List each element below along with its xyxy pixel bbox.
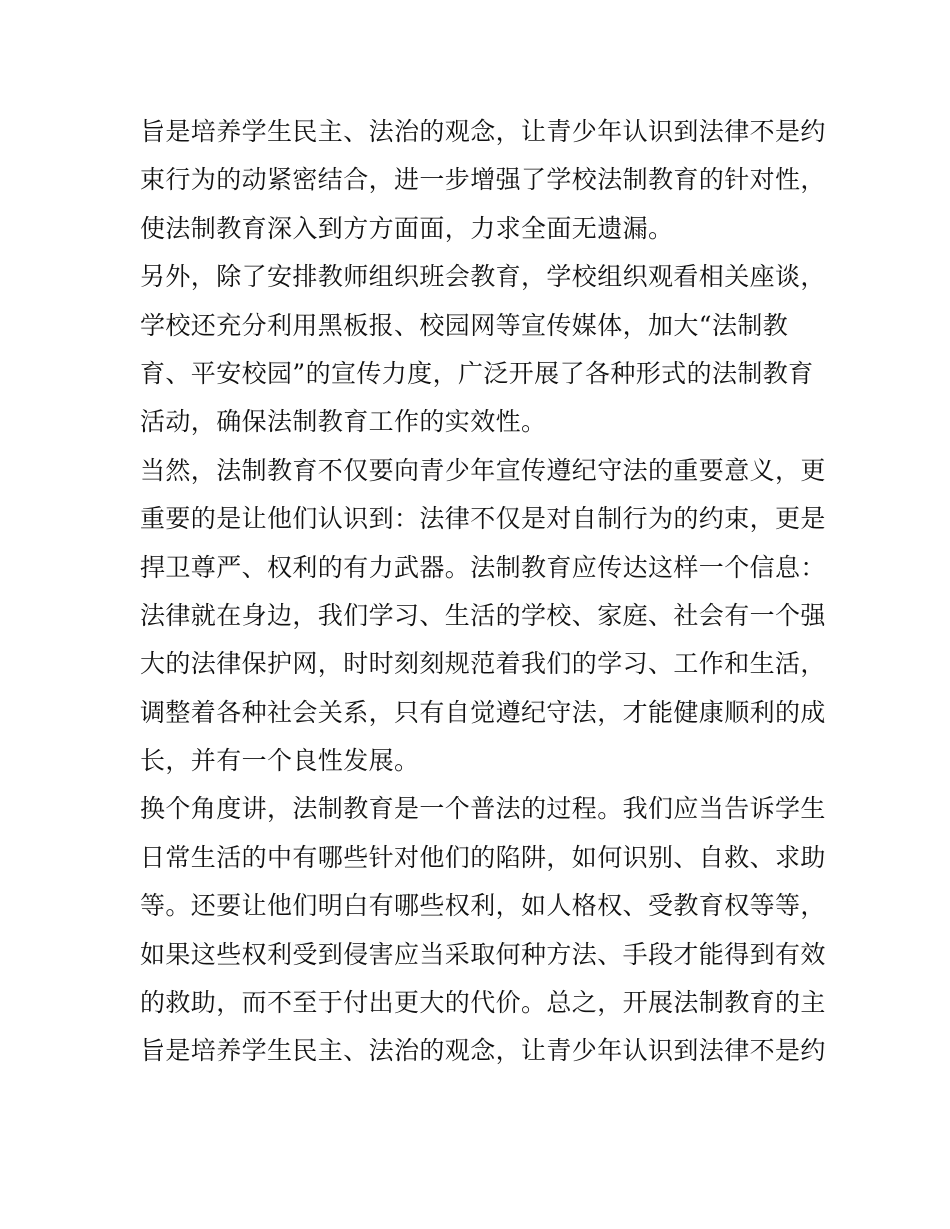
text-line: 旨是培养学生民主、法治的观念，让青少年认识到法律不是约 bbox=[140, 117, 826, 146]
text-line: 等。还要让他们明白有哪些权利，如人格权、受教育权等等， bbox=[140, 891, 826, 921]
text-line: 学校还充分利用黑板报、校园网等宣传媒体，加大“法制教 bbox=[140, 310, 789, 340]
text-line: 如果这些权利受到侵害应当采取何种方法、手段才能得到有效 bbox=[140, 939, 826, 969]
text-line: 使法制教育深入到方方面面，力求全面无遗漏。 bbox=[140, 213, 674, 243]
text-line: 法律就在身边，我们学习、生活的学校、家庭、社会有一个强 bbox=[140, 600, 826, 630]
body-text bbox=[140, 108, 826, 1076]
text-line: 育、平安校园”的宣传力度，广泛开展了各种形式的法制教育 bbox=[140, 358, 814, 388]
text-line: 日常生活的中有哪些针对他们的陷阱，如何识别、自救、求助 bbox=[140, 842, 826, 872]
text-line: 旨是培养学生民主、法治的观念，让青少年认识到法律不是约 bbox=[140, 1036, 826, 1066]
text-line: 重要的是让他们认识到：法律不仅是对自制行为的约束，更是 bbox=[140, 504, 826, 534]
text-line: 换个角度讲，法制教育是一个普法的过程。我们应当告诉学生 bbox=[140, 794, 826, 824]
text-line: 长，并有一个良性发展。 bbox=[140, 746, 420, 776]
text-line: 活动，确保法制教育工作的实效性。 bbox=[140, 407, 547, 437]
text-line: 束行为的动紧密结合，进一步增强了学校法制教育的针对性， bbox=[140, 165, 826, 195]
text-line: 大的法律保护网，时时刻刻规范着我们的学习、工作和生活， bbox=[140, 649, 826, 679]
text-line: 另外，除了安排教师组织班会教育，学校组织观看相关座谈， bbox=[140, 262, 826, 292]
text-line: 捍卫尊严、权利的有力武器。法制教育应传达这样一个信息： bbox=[140, 552, 826, 582]
text-line: 调整着各种社会关系，只有自觉遵纪守法，才能健康顺利的成 bbox=[140, 697, 826, 727]
text-line: 的救助，而不至于付出更大的代价。总之，开展法制教育的主 bbox=[140, 988, 826, 1018]
text-line: 当然，法制教育不仅要向青少年宣传遵纪守法的重要意义，更 bbox=[140, 455, 826, 485]
